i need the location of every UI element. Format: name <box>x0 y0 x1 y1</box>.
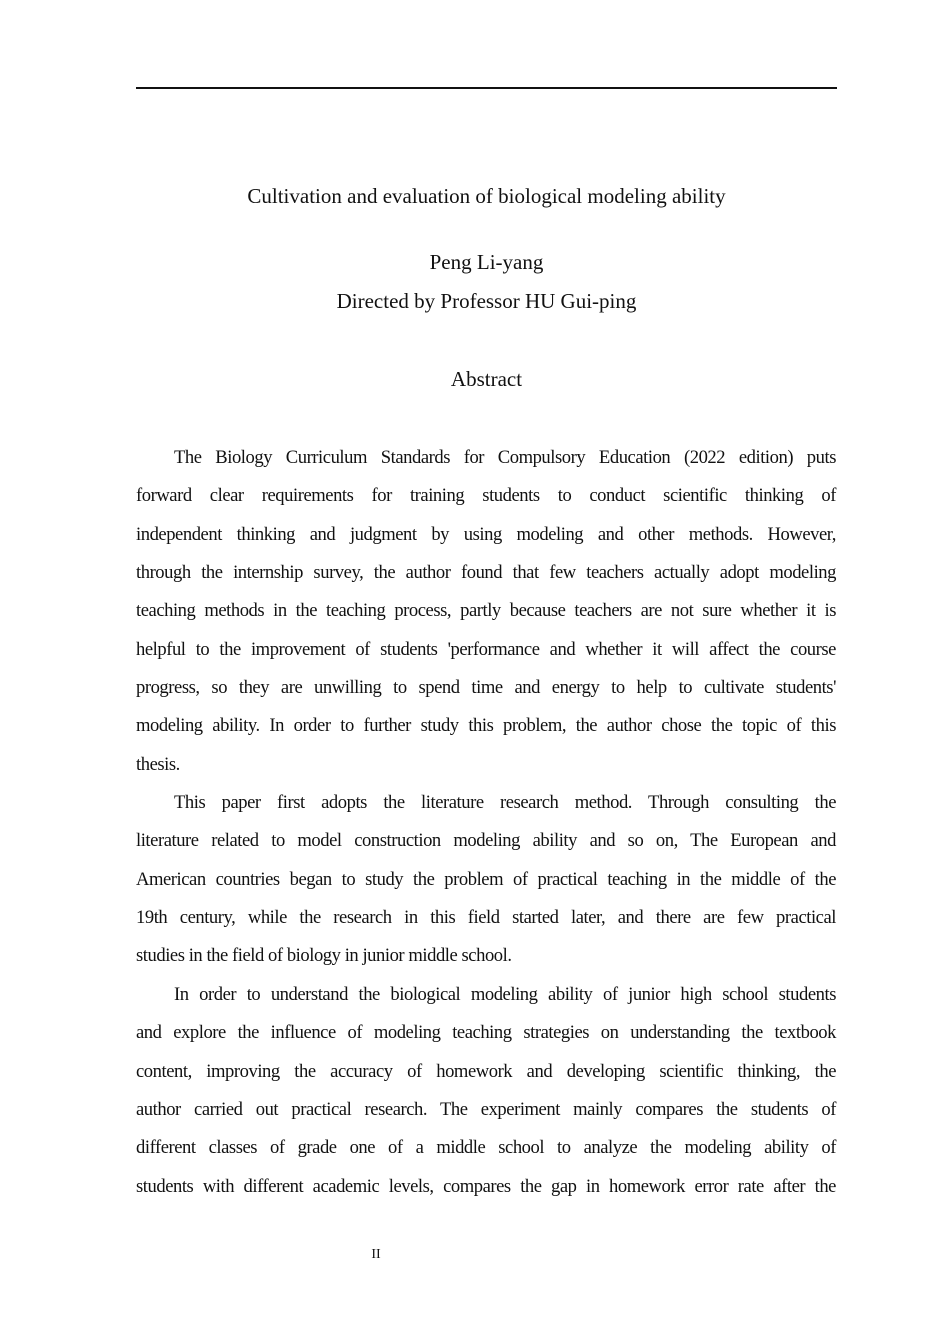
text-line: 19th century, while the research in this field started later, and there are few practical <box>136 907 836 929</box>
text-line: author carried out practical research. The experiment mainly compares the students of <box>136 1098 836 1120</box>
author-name: Peng Li-yang <box>429 250 544 274</box>
text-line: and explore the influence of modeling teaching strategies on understanding the textbook <box>136 1022 836 1044</box>
abstract-paragraph <box>136 444 836 789</box>
thesis-title: Cultivation and evaluation of biological modeling ability <box>247 184 726 208</box>
abstract-paragraph <box>136 789 836 981</box>
text-line: This paper first adopts the literature research method. Through consulting the <box>174 792 836 814</box>
text-line: independent thinking and judgment by using modeling and other methods. However, <box>136 523 836 545</box>
abstract-paragraph <box>136 981 836 1211</box>
text-line: studies in the field of biology in junior middle school. <box>136 945 512 967</box>
text-line: literature related to model construction modeling ability and so on, The European and <box>136 830 836 852</box>
text-line: content, improving the accuracy of homework and developing scientific thinking, the <box>136 1060 836 1082</box>
page-number: II <box>371 1247 381 1262</box>
abstract-heading: Abstract <box>450 367 523 391</box>
text-line: progress, so they are unwilling to spend time and energy to help to cultivate students' <box>136 677 836 699</box>
text-line: teaching methods in the teaching process, partly because teachers are not sure whether it is <box>136 600 836 622</box>
text-line: helpful to the improvement of students 'performance and whether it will affect the course <box>136 638 836 660</box>
text-line: thesis. <box>136 753 180 775</box>
text-line: American countries began to study the problem of practical teaching in the middle of the <box>136 868 836 890</box>
text-line: modeling ability. In order to further study this problem, the author chose the topic of this <box>136 715 836 737</box>
text-line: different classes of grade one of a middle school to analyze the modeling ability of <box>136 1137 836 1159</box>
header-rule <box>136 87 837 89</box>
text-line: students with different academic levels, compares the gap in homework error rate after the <box>136 1175 836 1197</box>
text-line: through the internship survey, the author found that few teachers actually adopt modeling <box>136 562 836 584</box>
text-line: The Biology Curriculum Standards for Compulsory Education (2022 edition) puts <box>174 447 836 468</box>
advisor-line: Directed by Professor HU Gui-ping <box>336 289 637 313</box>
text-line: In order to understand the biological modeling ability of junior high school students <box>174 983 836 1005</box>
abstract-body <box>136 444 836 1211</box>
text-line: forward clear requirements for training students to conduct scientific thinking of <box>136 485 836 507</box>
